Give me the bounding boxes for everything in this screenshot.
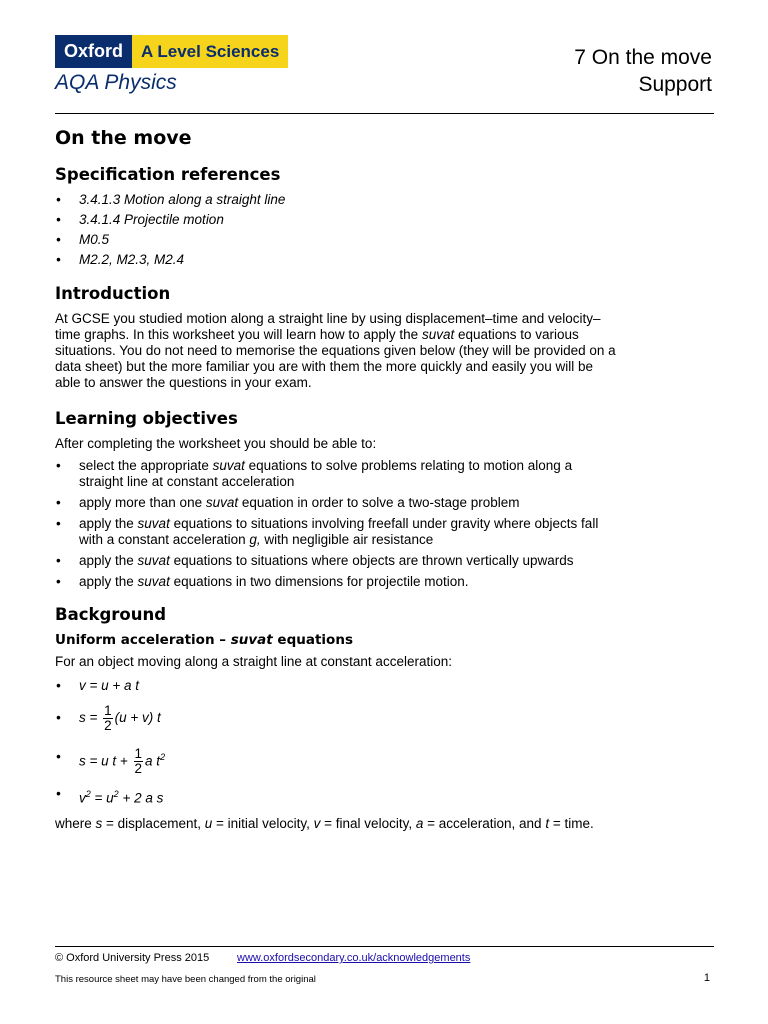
list-item: • 3.4.1.4 Projectile motion <box>55 212 620 228</box>
list-item: • M2.2, M2.3, M2.4 <box>55 252 620 268</box>
copyright: © Oxford University Press 2015 <box>55 952 210 964</box>
spec-heading: Specification references <box>55 165 281 184</box>
fraction-half: $\frac{1}{2}$ <box>104 702 112 733</box>
page-title: On the move <box>55 127 192 149</box>
list-item: • apply the suvat equations to situations where objects are thrown vertically upwards <box>55 553 620 569</box>
equation-2: • s = $\frac{1}{2}$ (u + v) t <box>55 703 620 733</box>
brand-series: A Level Sciences <box>132 35 288 68</box>
unit-name: 7 On the move <box>574 46 712 69</box>
changed-notice: This resource sheet may have been changed from the original <box>55 974 316 985</box>
equation-3: • s = u t + $\frac{1}{2}$ a $t^2$ <box>55 742 620 777</box>
spec-list <box>55 192 620 268</box>
list-item: • 3.4.1.3 Motion along a straight line <box>55 192 620 208</box>
page-number: 1 <box>703 972 710 984</box>
list-item: • apply the suvat equations in two dimensions for projectile motion. <box>55 574 620 590</box>
acknowledgements-link[interactable]: www.oxfordsecondary.co.uk/acknowledgements <box>237 952 471 964</box>
suvat-subheading: Uniform acceleration – suvat equations <box>55 632 353 648</box>
support-label: Support <box>638 73 712 96</box>
fraction-half: $\frac{1}{2}$ <box>134 746 143 777</box>
equation-1: • v = u + a t <box>55 678 620 694</box>
background-heading: Background <box>55 605 167 624</box>
variable-definitions: where s = displacement, u = initial velocity, v = final velocity, a = acceleration, and t = time. <box>55 816 594 831</box>
list-item: • apply more than one suvat equation in order to solve a two-stage problem <box>55 495 620 511</box>
intro-paragraph: At GCSE you studied motion along a straight line by using displacement–time and velocity–time graphs. In this worksheet you will learn how to apply the suvat equations to various situations. You do not need to memorise the equations given below (they will be provided on a data sheet) but the more familiar you are with them the more quickly and easily you will be able to answer the questions in your exam. <box>55 311 616 390</box>
subject-title: AQA Physics <box>55 71 177 94</box>
list-item: • M0.5 <box>55 232 620 248</box>
objectives-heading: Learning objectives <box>55 409 238 428</box>
header-divider <box>55 113 714 114</box>
intro-heading: Introduction <box>55 284 171 303</box>
unit-title <box>574 44 712 98</box>
equation-list <box>55 678 620 806</box>
objectives-list <box>55 458 620 590</box>
equation-4: • $v^2 = u^2 + 2$ a s <box>55 786 620 807</box>
objectives-lead: After completing the worksheet you should be able to: <box>55 436 377 451</box>
brand-oxford: Oxford <box>55 35 132 68</box>
background-lead: For an object moving along a straight line at constant acceleration: <box>55 654 452 669</box>
list-item: • apply the suvat equations to situations involving freefall under gravity where objects fall with a constant acceleration g, with negligible air resistance <box>55 516 620 548</box>
list-item: • select the appropriate suvat equations to solve problems relating to motion along a straight line at constant acceleration <box>55 458 620 490</box>
oxford-brand-logo <box>55 35 288 68</box>
footer-divider <box>55 946 714 947</box>
main-content <box>55 127 620 842</box>
